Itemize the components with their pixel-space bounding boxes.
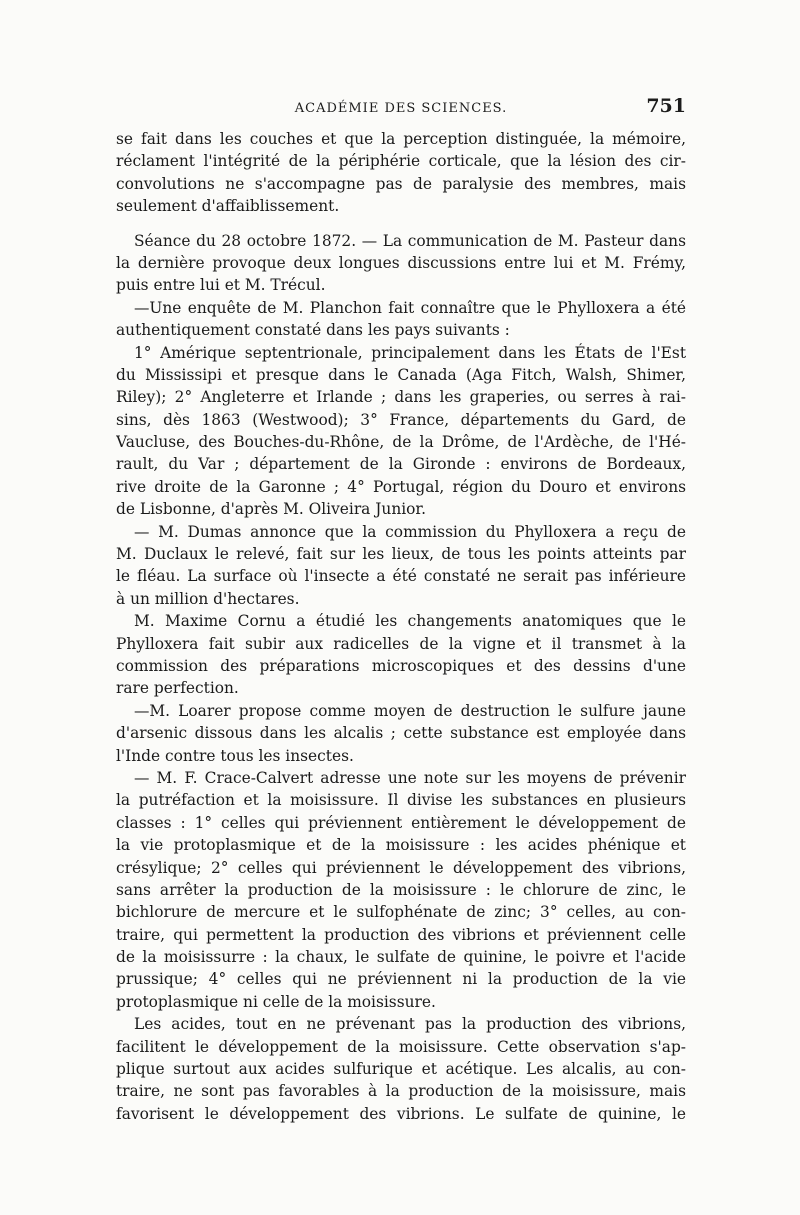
text-line: —M. Loarer propose comme moyen de destruction le sulfure jaune (134, 701, 686, 720)
text-line: prussique; 4° celles qui ne préviennent ni la production de la vie (116, 970, 686, 989)
text-line: traire, qui permettent la production des vibrions et préviennent celle (116, 925, 686, 944)
paragraph-gap (116, 218, 686, 230)
text-column (116, 128, 686, 1125)
page-number: 751 (646, 95, 686, 117)
text-line: du Mississipi et presque dans le Canada (Aga Fitch, Walsh, Shimer, (116, 365, 686, 384)
text-line: réclament l'intégrité de la périphérie corticale, que la lésion des cir- (116, 152, 686, 171)
text-line: Riley); 2° Angleterre et Irlande ; dans les graperies, ou serres à rai- (116, 388, 686, 407)
text-line: la putréfaction et la moisissure. Il divise les substances en plusieurs (116, 791, 686, 810)
text-line: à un million d'hectares. (116, 589, 300, 608)
text-line: la dernière provoque deux longues discussions entre lui et M. Frémy, (116, 253, 686, 272)
running-head (116, 95, 686, 125)
text-line: sins, dès 1863 (Westwood); 3° France, départements du Gard, de (116, 410, 686, 429)
text-line: 1° Amérique septentrionale, principalement dans les États de l'Est (134, 343, 686, 362)
text-line: sans arrêter la production de la moisissure : le chlorure de zinc, le (116, 880, 686, 899)
text-line: d'arsenic dissous dans les alcalis ; cette substance est employée dans (116, 724, 686, 743)
paragraph (116, 700, 686, 767)
paragraph (116, 1013, 686, 1125)
text-line: favorisent le développement des vibrions. Le sulfate de quinine, le (116, 1104, 686, 1123)
paragraph (116, 521, 686, 611)
text-line: —Une enquête de M. Planchon fait connaître que le Phylloxera a été (134, 298, 686, 317)
text-line: M. Duclaux le relevé, fait sur les lieux, de tous les points atteints par (116, 545, 686, 564)
text-line: bichlorure de mercure et le sulfophénate de zinc; 3° celles, au con- (116, 903, 686, 922)
text-line: de Lisbonne, d'après M. Oliveira Junior. (116, 500, 426, 519)
text-line: Séance du 28 octobre 1872. — La communication de M. Pasteur dans (134, 231, 686, 250)
text-line: le fléau. La surface où l'insecte a été constaté ne serait pas inférieure (116, 567, 686, 586)
text-line: traire, ne sont pas favorables à la production de la moisissure, mais (116, 1082, 686, 1101)
paragraph (116, 342, 686, 521)
text-line: plique surtout aux acides sulfurique et acétique. Les alcalis, au con- (116, 1060, 686, 1079)
text-line: rare perfection. (116, 679, 239, 698)
paragraph (116, 297, 686, 342)
text-line: facilitent le développement de la moisissure. Cette observation s'ap- (116, 1037, 686, 1056)
paragraph (116, 767, 686, 1013)
text-line: — M. F. Crace-Calvert adresse une note sur les moyens de prévenir (134, 768, 686, 787)
text-line: rive droite de la Garonne ; 4° Portugal, région du Douro et environs (116, 477, 686, 496)
text-line: rault, du Var ; département de la Gironde : environs de Bordeaux, (116, 455, 686, 474)
text-line: crésylique; 2° celles qui préviennent le développement des vibrions, (116, 858, 686, 877)
text-line: protoplasmique ni celle de la moisissure. (116, 992, 436, 1011)
running-title: ACADÉMIE DES SCIENCES. (294, 101, 508, 116)
paragraph (116, 128, 686, 218)
text-line: — M. Dumas annonce que la commission du Phylloxera a reçu de (134, 522, 686, 541)
text-line: convolutions ne s'accompagne pas de paralysie des membres, mais (116, 174, 686, 193)
text-line: seulement d'affaiblissement. (116, 197, 340, 216)
paragraph (116, 230, 686, 297)
text-line: puis entre lui et M. Trécul. (116, 276, 326, 295)
text-line: Phylloxera fait subir aux radicelles de la vigne et il transmet à la (116, 634, 686, 653)
text-line: classes : 1° celles qui préviennent entièrement le développement de (116, 813, 686, 832)
text-line: Les acides, tout en ne prévenant pas la production des vibrions, (134, 1015, 686, 1034)
paragraph (116, 610, 686, 700)
text-line: se fait dans les couches et que la perception distinguée, la mémoire, (116, 130, 686, 148)
text-line: Vaucluse, des Bouches-du-Rhône, de la Drôme, de l'Ardèche, de l'Hé- (116, 433, 686, 452)
text-line: commission des préparations microscopiques et des dessins d'une (116, 656, 686, 675)
text-line: authentiquement constaté dans les pays suivants : (116, 321, 510, 340)
text-line: la vie protoplasmique et de la moisissure : les acides phénique et (116, 836, 686, 855)
text-line: de la moisissurre : la chaux, le sulfate de quinine, le poivre et l'acide (116, 948, 686, 967)
text-line: l'Inde contre tous les insectes. (116, 746, 354, 765)
text-line: M. Maxime Cornu a étudié les changements anatomiques que le (134, 612, 686, 631)
